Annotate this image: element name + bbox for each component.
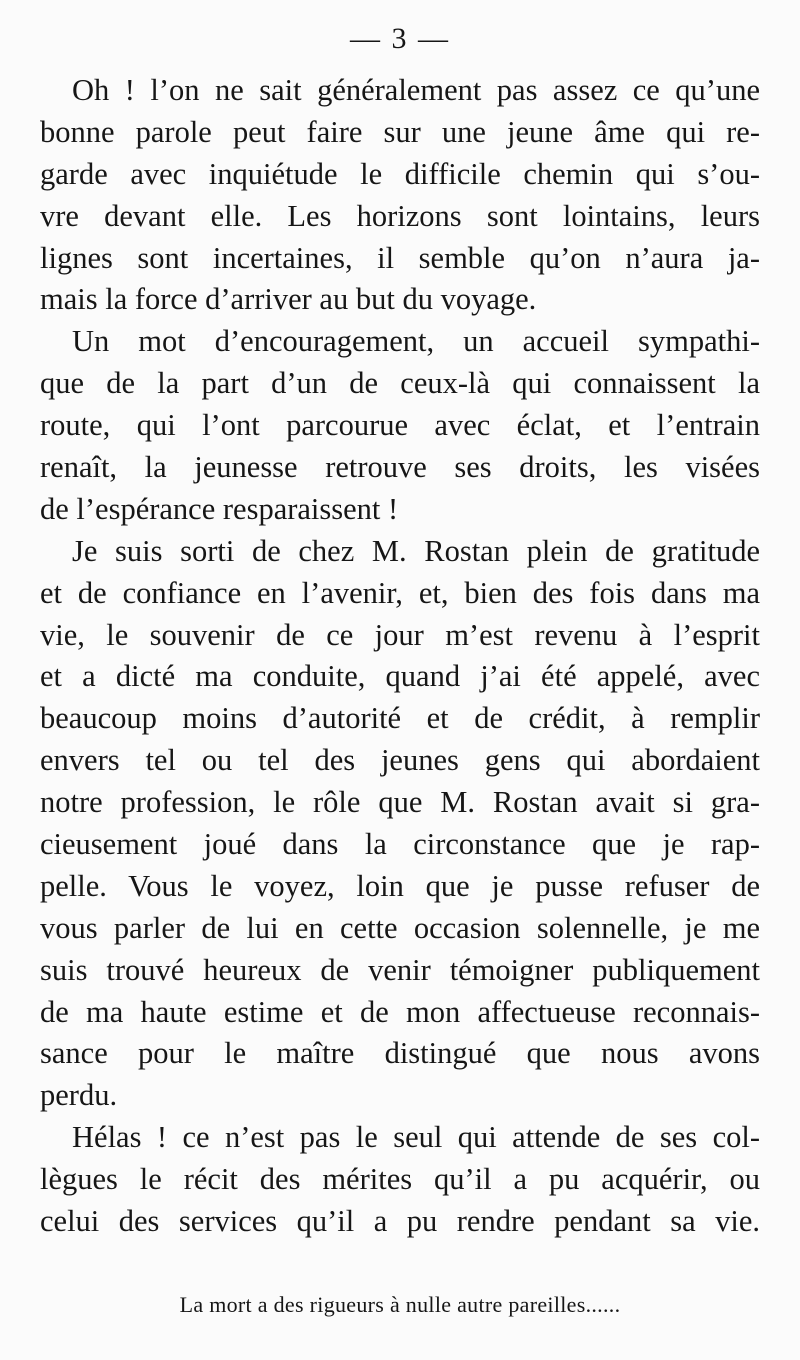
- text-line: que de la part d’un de ceux-là qui connaissent la: [40, 366, 760, 401]
- text-line: mais la force d’arriver au but du voyage.: [40, 282, 537, 317]
- text-line: pelle. Vous le voyez, loin que je pusse refuser de: [40, 868, 760, 903]
- text-line: route, qui l’ont parcourue avec éclat, et l’entrain: [40, 408, 760, 443]
- text-line: vre devant elle. Les horizons sont lointains, leurs: [40, 198, 760, 233]
- text-line: renaît, la jeunesse retrouve ses droits, les visées: [40, 450, 760, 485]
- text-line: vous parler de lui en cette occasion solennelle, je me: [40, 910, 760, 945]
- text-line: suis trouvé heureux de venir témoigner publiquement: [40, 952, 760, 987]
- text-line: perdu.: [40, 1078, 118, 1113]
- text-line: garde avec inquiétude le difficile chemin qui s’ou-: [40, 156, 760, 191]
- page-number: — 3 —: [350, 22, 450, 55]
- text-line: vie, le souvenir de ce jour m’est revenu à l’esprit: [40, 617, 760, 652]
- text-line: Hélas ! ce n’est pas le seul qui attende de ses col-: [72, 1120, 760, 1155]
- text-line: de l’espérance resparaissent !: [40, 491, 399, 526]
- text-line: et de confiance en l’avenir, et, bien des fois dans ma: [40, 575, 760, 610]
- text-line: bonne parole peut faire sur une jeune âme qui re-: [40, 114, 760, 149]
- text-line: Oh ! l’on ne sait généralement pas assez ce qu’une: [72, 73, 760, 107]
- body-text: [40, 70, 760, 1243]
- text-line: lignes sont incertaines, il semble qu’on n’aura ja-: [40, 240, 760, 275]
- text-line: et a dicté ma conduite, quand j’ai été appelé, avec: [40, 659, 760, 694]
- text-line: de ma haute estime et de mon affectueuse reconnais-: [40, 994, 760, 1029]
- text-line: lègues le récit des mérites qu’il a pu acquérir, ou: [40, 1162, 760, 1197]
- text-line: Un mot d’encouragement, un accueil sympathi-: [72, 324, 760, 359]
- footer-quote: La mort a des rigueurs à nulle autre pareilles......: [179, 1292, 621, 1317]
- text-line: cieusement joué dans la circonstance que je rap-: [40, 827, 760, 862]
- text-line: notre profession, le rôle que M. Rostan avait si gra-: [40, 785, 760, 820]
- text-line: celui des services qu’il a pu rendre pendant sa vie.: [40, 1204, 760, 1239]
- text-line: Je suis sorti de chez M. Rostan plein de gratitude: [72, 533, 760, 568]
- text-line: sance pour le maître distingué que nous avons: [40, 1036, 760, 1071]
- text-line: beaucoup moins d’autorité et de crédit, à remplir: [40, 701, 760, 736]
- text-line: envers tel ou tel des jeunes gens qui abordaient: [40, 743, 760, 778]
